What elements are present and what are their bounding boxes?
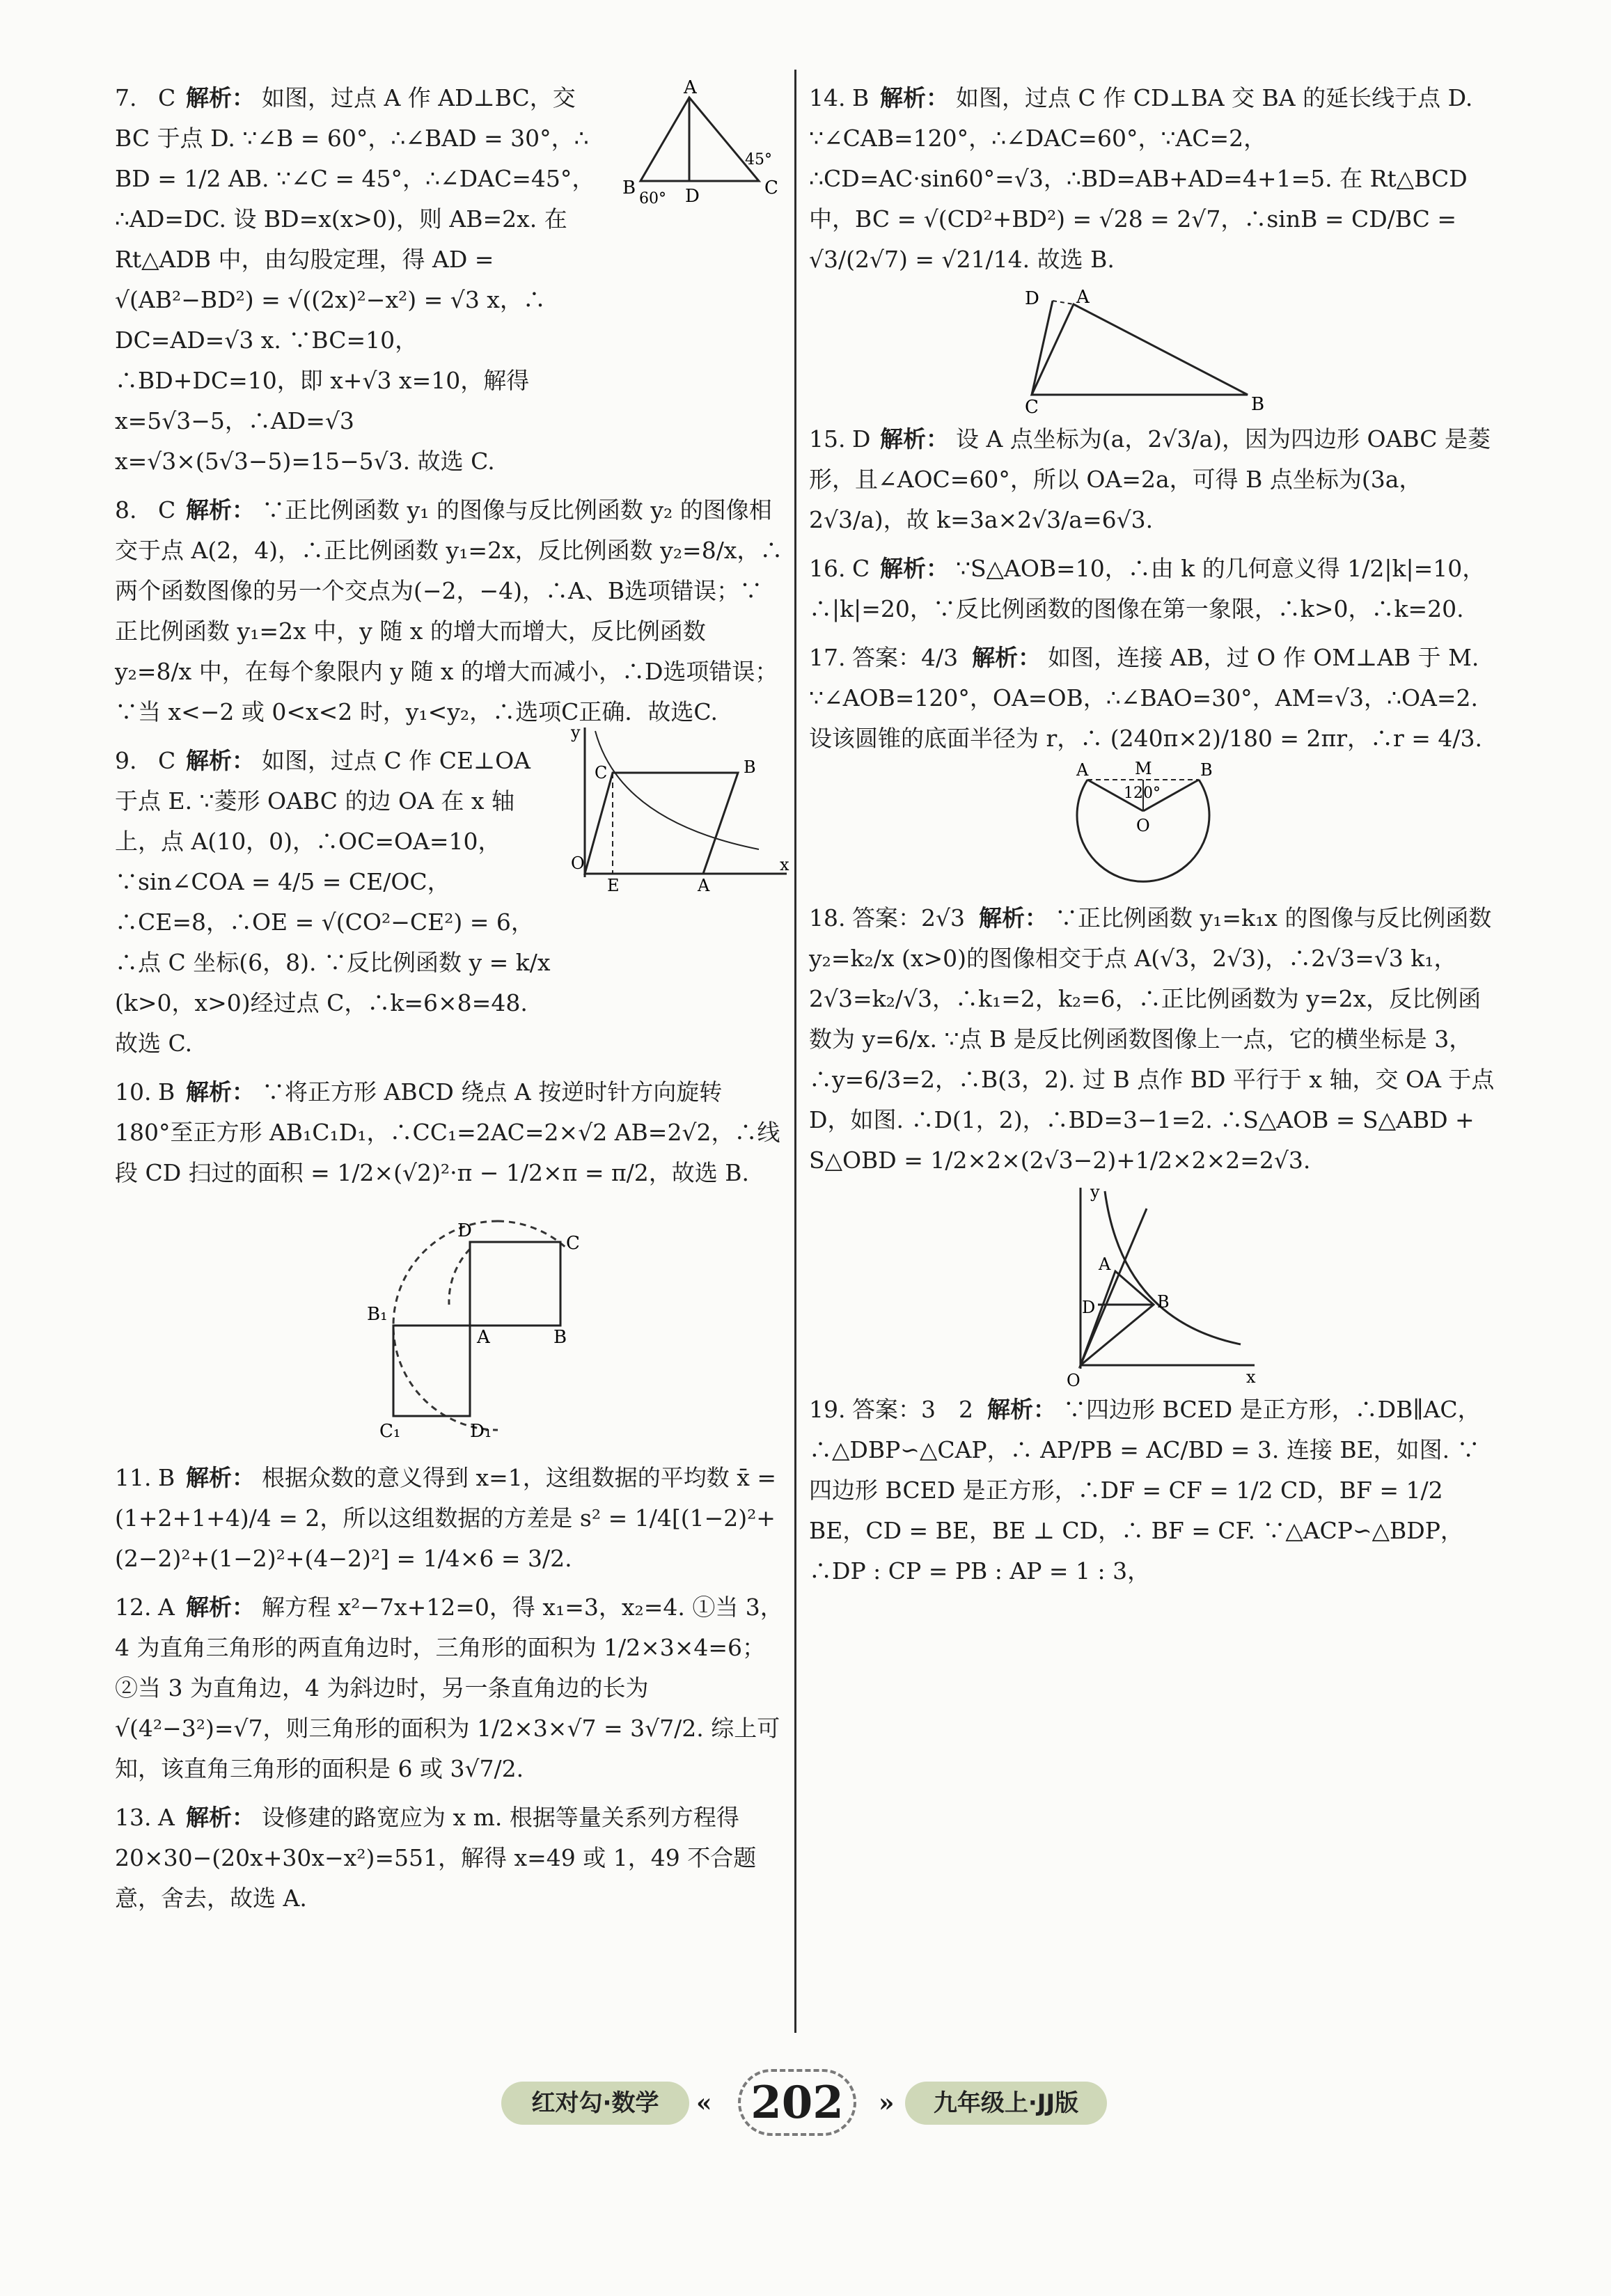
fig18-label-O: O [1067,1371,1080,1390]
page-footer [0,2061,1611,2137]
fig18-label-A: A [1099,1255,1111,1274]
fig7-label-D: D [685,186,700,207]
fig14-label-D: D [1025,288,1039,309]
page-number-ring [738,2069,856,2136]
fig9-label-C: C [595,763,608,783]
right-column [809,78,1495,1591]
answer-item-8: 8. C 解析： ∵正比例函数 y₁ 的图像与反比例函数 y₂ 的图像相交于点 A(2，4)，∴正比例函数 y₁=2x，反比例函数 y₂=8/x，∴两个函数图像的另一个交点为(−2，−4)，∴A、B选项错误；∵正比例函数 y₁=2x 中，y 随 x 的增大而增大，反比例函数 y₂=8/x 中，在每个象限内 y 随 x 的增大而减小，∴D选项错误；∵当 x<−2 或 0<x<2 时，y₁<y₂，∴选项C正确．故选C. [115,496,783,725]
answer-item-14: 14. B 解析： 如图，过点 C 作 CD⊥BA 交 BA 的延长线于点 D. ∵∠CAB=120°，∴∠DAC=60°，∵AC=2，∴CD=AC·sin60°=√3，∴BD=AB+AD=4+1=5. 在 Rt△BCD 中，BC = √(CD²+BD²) = √28 = 2√7，∴sinB = CD/BC = √3/(2√7) = √21/14. 故选 B. [809,84,1473,273]
footer-book-title: 红对勾·数学 [501,2082,689,2125]
answer-item-7: 7. C 解析： 如图，过点 A 作 AD⊥BC，交 BC 于点 D. ∵∠B = 60°，∴∠BAD = 30°，∴ BD = 1/2 AB. ∵∠C = 45°，∴∠DAC=45°，∴AD=DC. 设 BD=x(x>0)，则 AB=2x. 在 Rt△ADB 中，由勾股定理，得 AD = √(AB²−BD²) = √((2x)²−x²) = √3 x，∴ DC=AD=√3 x. ∵BC=10，∴BD+DC=10，即 x+√3 x=10，解得 x=5√3−5，∴AD=√3 x=√3×(5√3−5)=15−5√3. 故选 C. [115,84,595,475]
fig9-label-O: O [571,854,585,873]
answer-item-12: 12. A 解析： 解方程 x²−7x+12=0，得 x₁=3，x₂=4. ①当 3，4 为直角三角形的两直角边时，三角形的面积为 1/2×3×4=6； ②当 3 为直角边，4 为斜边时，另一条直角边的长为 √(4²−3²)=√7，则三角形的面积为 1/2×3×√7 = 3√7/2. 综上可知，该直角三角形的面积是 6 或 3√7/2. [115,1594,783,1782]
fig7-angle-C: 45° [745,151,772,168]
fig9-label-E: E [607,876,620,895]
figure-q18-slot [809,1181,1495,1390]
answer-item-13: 13. A 解析： 设修建的路宽应为 x m. 根据等量关系列方程得 20×30−(20x+30x−x²)=551，解得 x=49 或 1，49 不合题意，舍去，故选 A. [115,1804,757,1912]
answer-item-10: 10. B 解析： ∵将正方形 ABCD 绕点 A 按逆时针方向旋转 180°至正方形 AB₁C₁D₁，∴CC₁=2AC=2×√2 AB=2√2，∴线段 CD 扫过的面积 = 1/2×(√2)²·π − 1/2×π = π/2，故选 B. [115,1078,780,1186]
fig9-label-A: A [698,876,710,895]
fig10-label-A: A [477,1327,490,1348]
fig7-label-C: C [764,178,778,198]
figure-q17-slot [809,759,1495,898]
fig7-label-B: B [622,178,636,198]
fig7-angle-B: 60° [639,190,666,207]
fig18-label-D: D [1082,1298,1096,1317]
answer-item-9: 9. C 解析： 如图，过点 C 作 CE⊥OA 于点 E. ∵菱形 OABC 的边 OA 在 x 轴上，点 A(10，0)，∴OC=OA=10，∵sin∠COA = 4/5 = CE/OC，∴CE=8，∴OE = √(CO²−CE²) = 6，∴点 C 坐标(6，8). ∵反比例函数 y = k/x (k>0，x>0)经过点 C，∴k=6×8=48. 故选 C. [115,747,551,1057]
fig18-label-x: x [1246,1367,1256,1387]
fig14-label-B: B [1251,394,1265,415]
fig10-label-D: D [457,1220,472,1241]
figure-q14 [1011,283,1275,416]
fig10-label-C1: C₁ [379,1421,401,1442]
fig14-label-C: C [1025,397,1039,418]
answer-item-11: 11. B 解析： 根据众数的意义得到 x=1，这组数据的平均数 x̄ = (1+2+1+4)/4 = 2，所以这组数据的方差是 s² = 1/4[(1−2)²+(2−2)²+(1−2)²+(4−2)²] = 1/4×6 = 3/2. [115,1464,776,1572]
fig9-label-y: y [571,723,581,742]
figure-q9 [564,717,794,895]
figure-q7 [620,77,787,209]
fig17-label-O: O [1136,816,1150,835]
fig10-label-B: B [553,1327,567,1348]
footer-left-quote: « [696,2089,712,2118]
fig17-label-M: M [1135,759,1152,778]
figure-q18 [1067,1181,1262,1390]
figure-q10-slot [115,1193,783,1458]
fig7-label-A: A [684,77,697,98]
fig18-label-y: y [1090,1182,1100,1202]
page-number-text: 202 [751,2077,844,2129]
fig17-angle: 120° [1124,785,1161,802]
figure-q17 [1067,759,1220,898]
fig17-label-A: A [1076,760,1089,780]
answer-item-17: 17. 答案：4/3 解析： 如图，连接 AB，过 O 作 OM⊥AB 于 M. ∵∠AOB=120°，OA=OB，∴∠BAO=30°，AM=√3，∴OA=2. 设该圆锥的底面半径为 r，∴ (240π×2)/180 = 2πr，∴r = 4/3. [809,644,1483,752]
fig17-label-B: B [1200,760,1213,780]
fig18-label-B: B [1157,1292,1170,1312]
answer-item-16: 16. C 解析： ∵S△AOB=10，∴由 k 的几何意义得 1/2|k|=10，∴|k|=20，∵反比例函数的图像在第一象限，∴k>0，∴k=20. [809,555,1486,622]
fig10-label-D1: D₁ [470,1421,492,1442]
fig10-label-B1: B₁ [367,1304,388,1325]
fig10-label-C: C [566,1233,580,1254]
page-number [724,2069,870,2137]
fig9-label-B: B [744,757,756,777]
answer-item-15: 15. D 解析： 设 A 点坐标为(a，2√3/a)，因为四边形 OABC 是菱形，且∠AOC=60°，所以 OA=2a，可得 B 点坐标为(3a，2√3/a)，故 k=3a×2√3/a=6√3. [809,425,1491,533]
figure-q14-slot [809,280,1495,419]
answer-item-19: 19. 答案：3 2 解析： ∵四边形 BCED 是正方形，∴DB∥AC，∴△DBP∽△CAP，∴ AP/PB = AC/BD = 3. 连接 BE，如图. ∵四边形 BCED 是正方形，∴DF = CF = 1/2 CD，BF = 1/2 BE，CD = BE，BE ⊥ CD，∴ BF = CF. ∵△ACP∽△BDP，∴DP : CP = PB : AP = 1 : 3， [809,1396,1481,1585]
footer-grade-edition: 九年级上·JJ版 [905,2082,1107,2125]
figure-q10 [366,1200,602,1451]
footer-right-quote: » [879,2089,895,2118]
fig14-label-A: A [1076,287,1090,308]
left-column [115,78,783,1919]
column-divider [794,70,796,2033]
fig9-label-x: x [780,855,789,874]
answer-item-18: 18. 答案：2√3 解析： ∵正比例函数 y₁=k₁x 的图像与反比例函数 y₂=k₂/x (x>0)的图像相交于点 A(√3，2√3)，∴2√3=√3 k₁，2√3=k₂/√3，∴k₁=2，k₂=6，∴正比例函数为 y=2x，反比例函数为 y=6/x. ∵点 B 是反比例函数图像上一点，它的横坐标是 3，∴y=6/3=2，∴B(3，2). 过 B 点作 BD 平行于 x 轴，交 OA 于点 D，如图. ∴D(1，2)，∴BD=3−1=2. ∴S△AOB = S△ABD + S△OBD = 1/2×2×(2√3−2)+1/2×2×2=2√3. [809,904,1495,1174]
